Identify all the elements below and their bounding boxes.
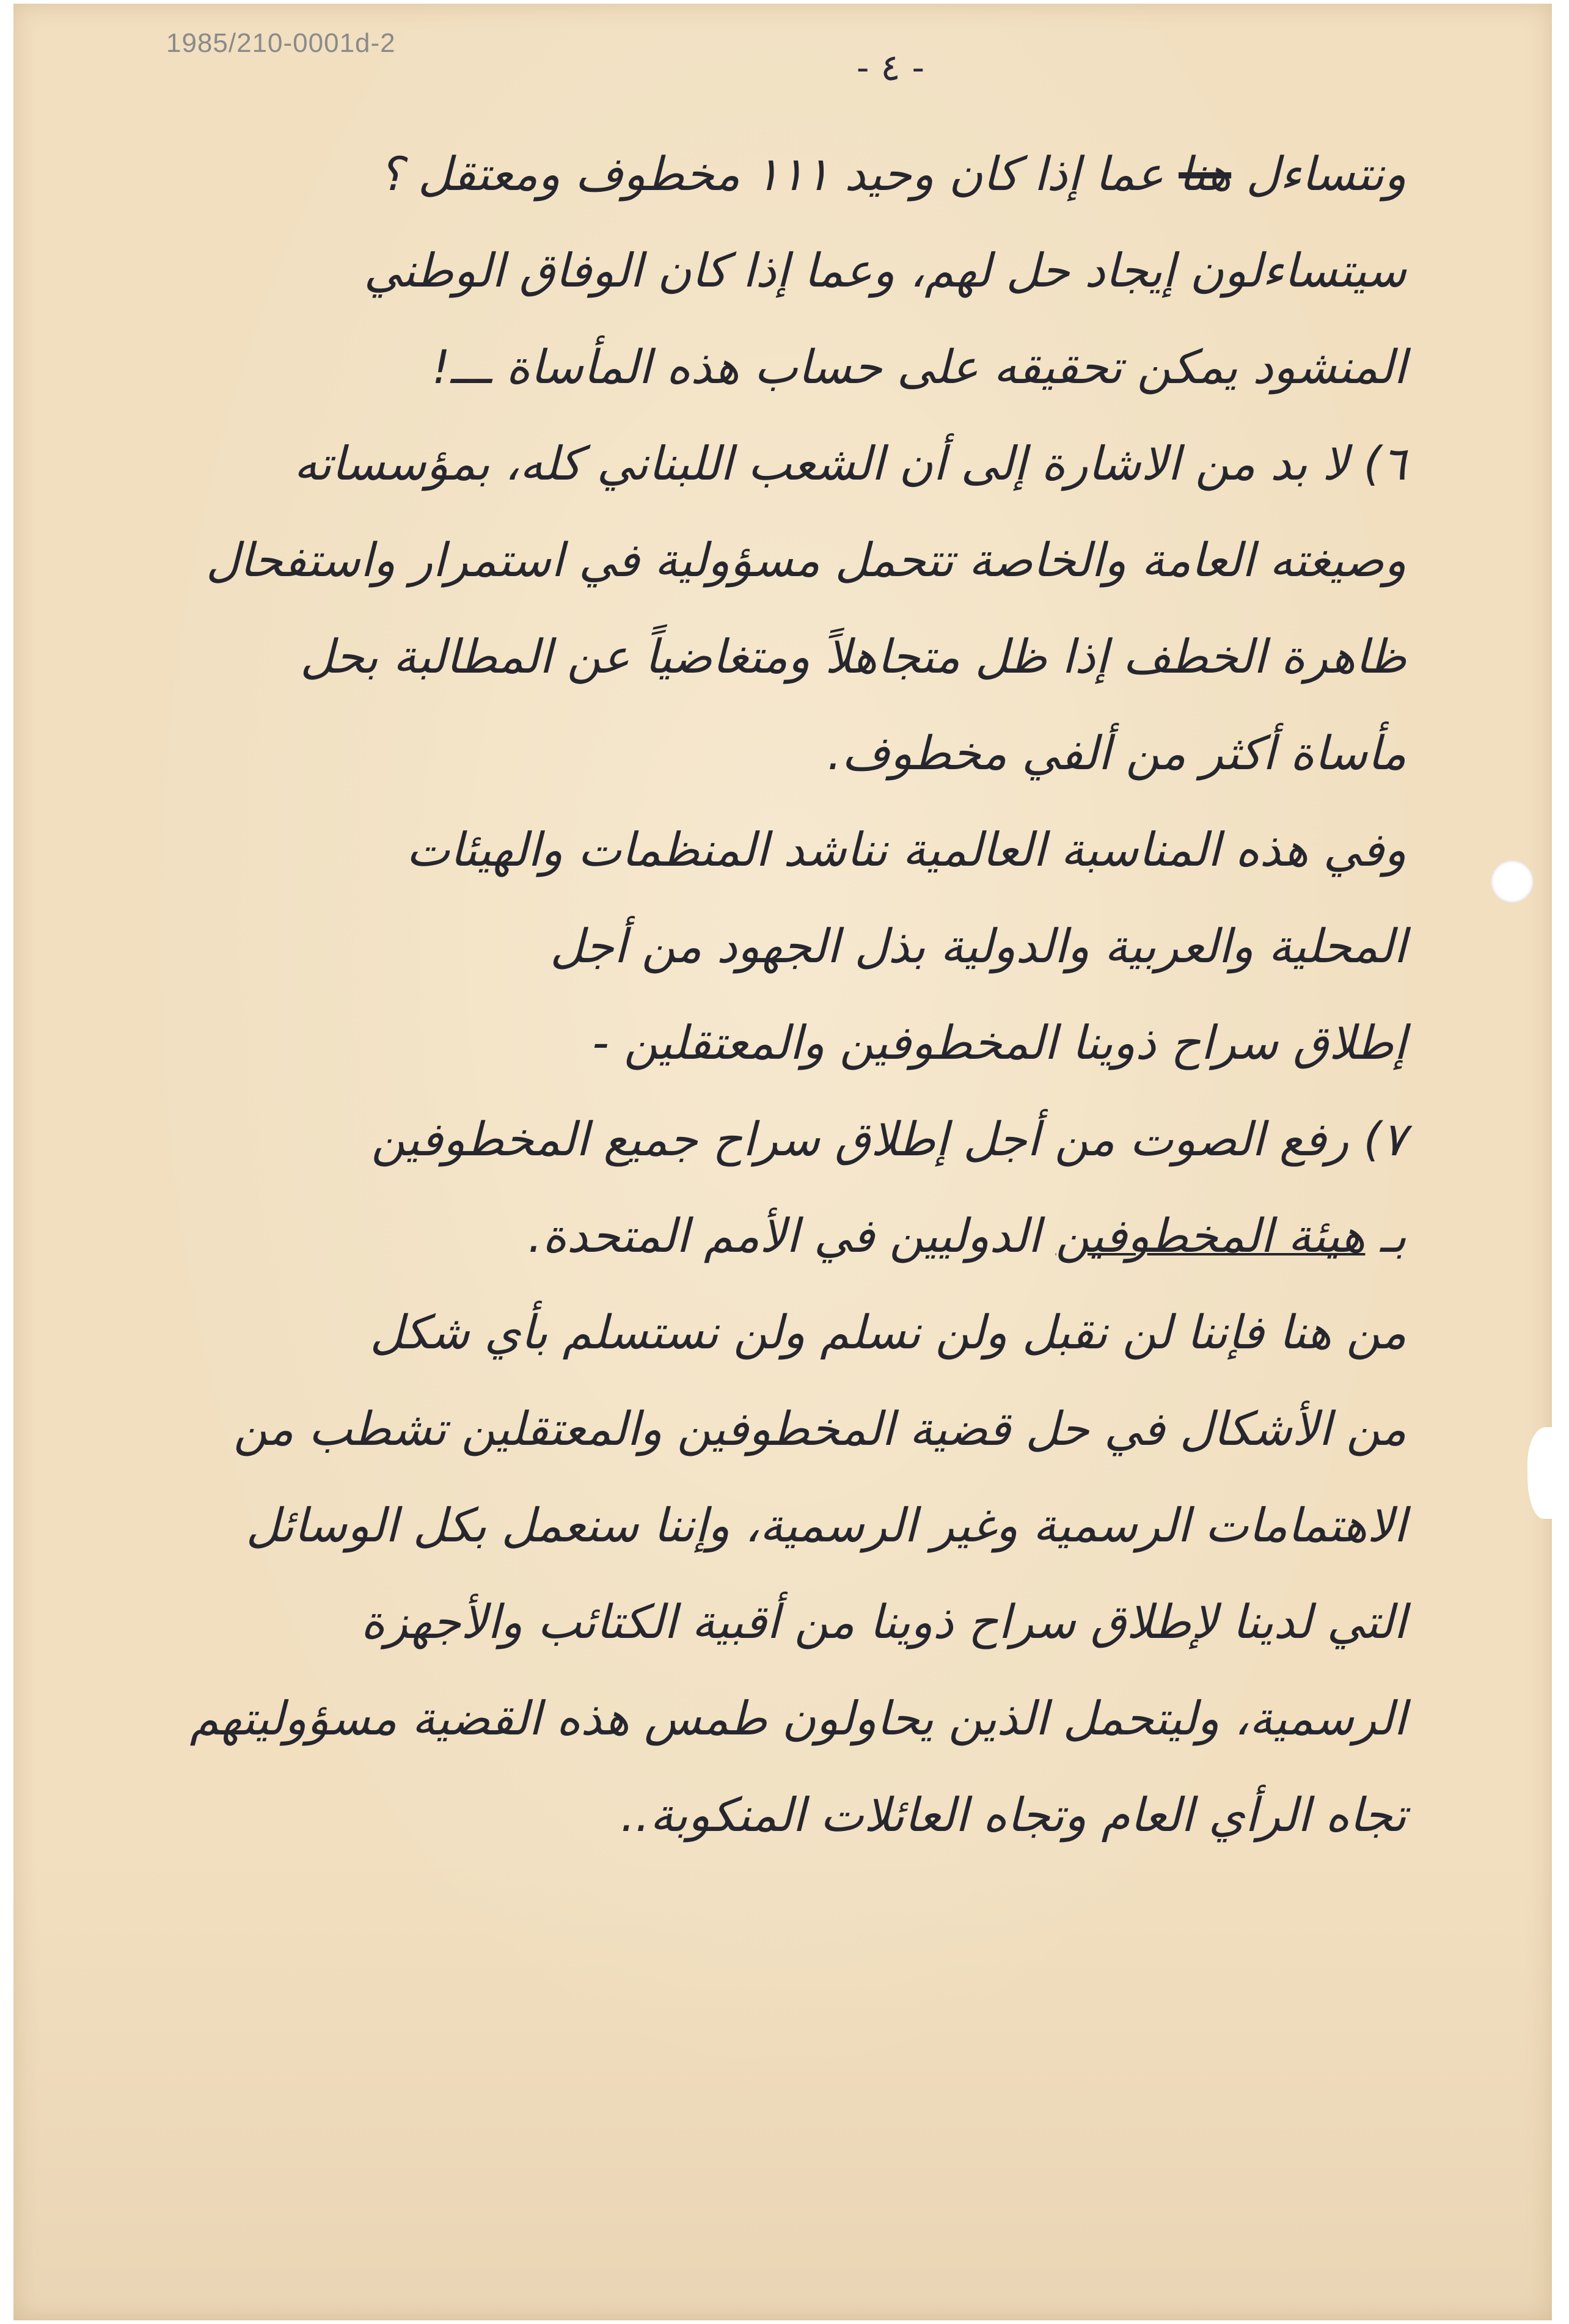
page-number: - ٤ - xyxy=(857,46,924,89)
punch-hole xyxy=(1491,860,1534,903)
line-text: عما إذا كان وحيد ١١١ مخطوف ومعتقل ؟ xyxy=(378,147,1179,201)
text-line: سيتساءلون إيجاد حل لهم، وعما إذا كان الوفاق الوطني xyxy=(364,243,1406,298)
line-text: بـ xyxy=(1365,1208,1406,1263)
text-line: المحلية والعربية والدولية بذل الجهود من أجل xyxy=(550,919,1406,973)
paper-sheet xyxy=(13,4,1552,2320)
text-line: ظاهرة الخطف إذا ظل متجاهلاً ومتغاضياً عن المطالبة بحل xyxy=(300,629,1406,684)
text-line: ٧) رفع الصوت من أجل إطلاق سراح جميع المخطوفين xyxy=(371,1112,1406,1166)
text-line: إطلاق سراح ذوينا المخطوفين والمعتقلين - xyxy=(592,1015,1406,1070)
text-line: المنشود يمكن تحقيقه على حساب هذه المأساة ـــ! xyxy=(431,340,1406,394)
struck-out-word: هنا xyxy=(1178,147,1232,201)
text-line: وفي هذه المناسبة العالمية نناشد المنظمات والهيئات xyxy=(406,822,1406,877)
handwritten-text xyxy=(38,126,1406,1863)
text-line: من هنا فإننا لن نقبل ولن نسلم ولن نستسلم بأي شكل xyxy=(370,1305,1406,1359)
archive-number: 1985/210-0001d-2 xyxy=(166,28,396,58)
text-line: وصيغته العامة والخاصة تتحمل مسؤولية في استمرار واستفحال xyxy=(206,533,1406,587)
text-line xyxy=(38,126,1406,222)
text-line: مأساة أكثر من ألفي مخطوف. xyxy=(827,726,1406,780)
text-line xyxy=(38,1188,1406,1284)
text-line: ٦) لا بد من الاشارة إلى أن الشعب اللبناني كله، بمؤسساته xyxy=(293,436,1406,491)
text-line: من الأشكال في حل قضية المخطوفين والمعتقلين تشطب من xyxy=(233,1401,1406,1456)
line-text: الدوليين في الأمم المتحدة. xyxy=(527,1208,1056,1263)
text-line: الاهتمامات الرسمية وغير الرسمية، وإننا سنعمل بكل الوسائل xyxy=(246,1498,1406,1552)
text-line: تجاه الرأي العام وتجاه العائلات المنكوبة.. xyxy=(620,1788,1406,1842)
text-line: التي لدينا لإطلاق سراح ذوينا من أقبية الكتائب والأجهزة xyxy=(360,1595,1406,1649)
text-line: الرسمية، وليتحمل الذين يحاولون طمس هذه القضية مسؤوليتهم xyxy=(189,1691,1406,1745)
line-text: ونتساءل xyxy=(1231,147,1406,201)
underlined-phrase: هيئة المخطوفين xyxy=(1055,1208,1366,1263)
torn-edge xyxy=(1527,1427,1552,1519)
